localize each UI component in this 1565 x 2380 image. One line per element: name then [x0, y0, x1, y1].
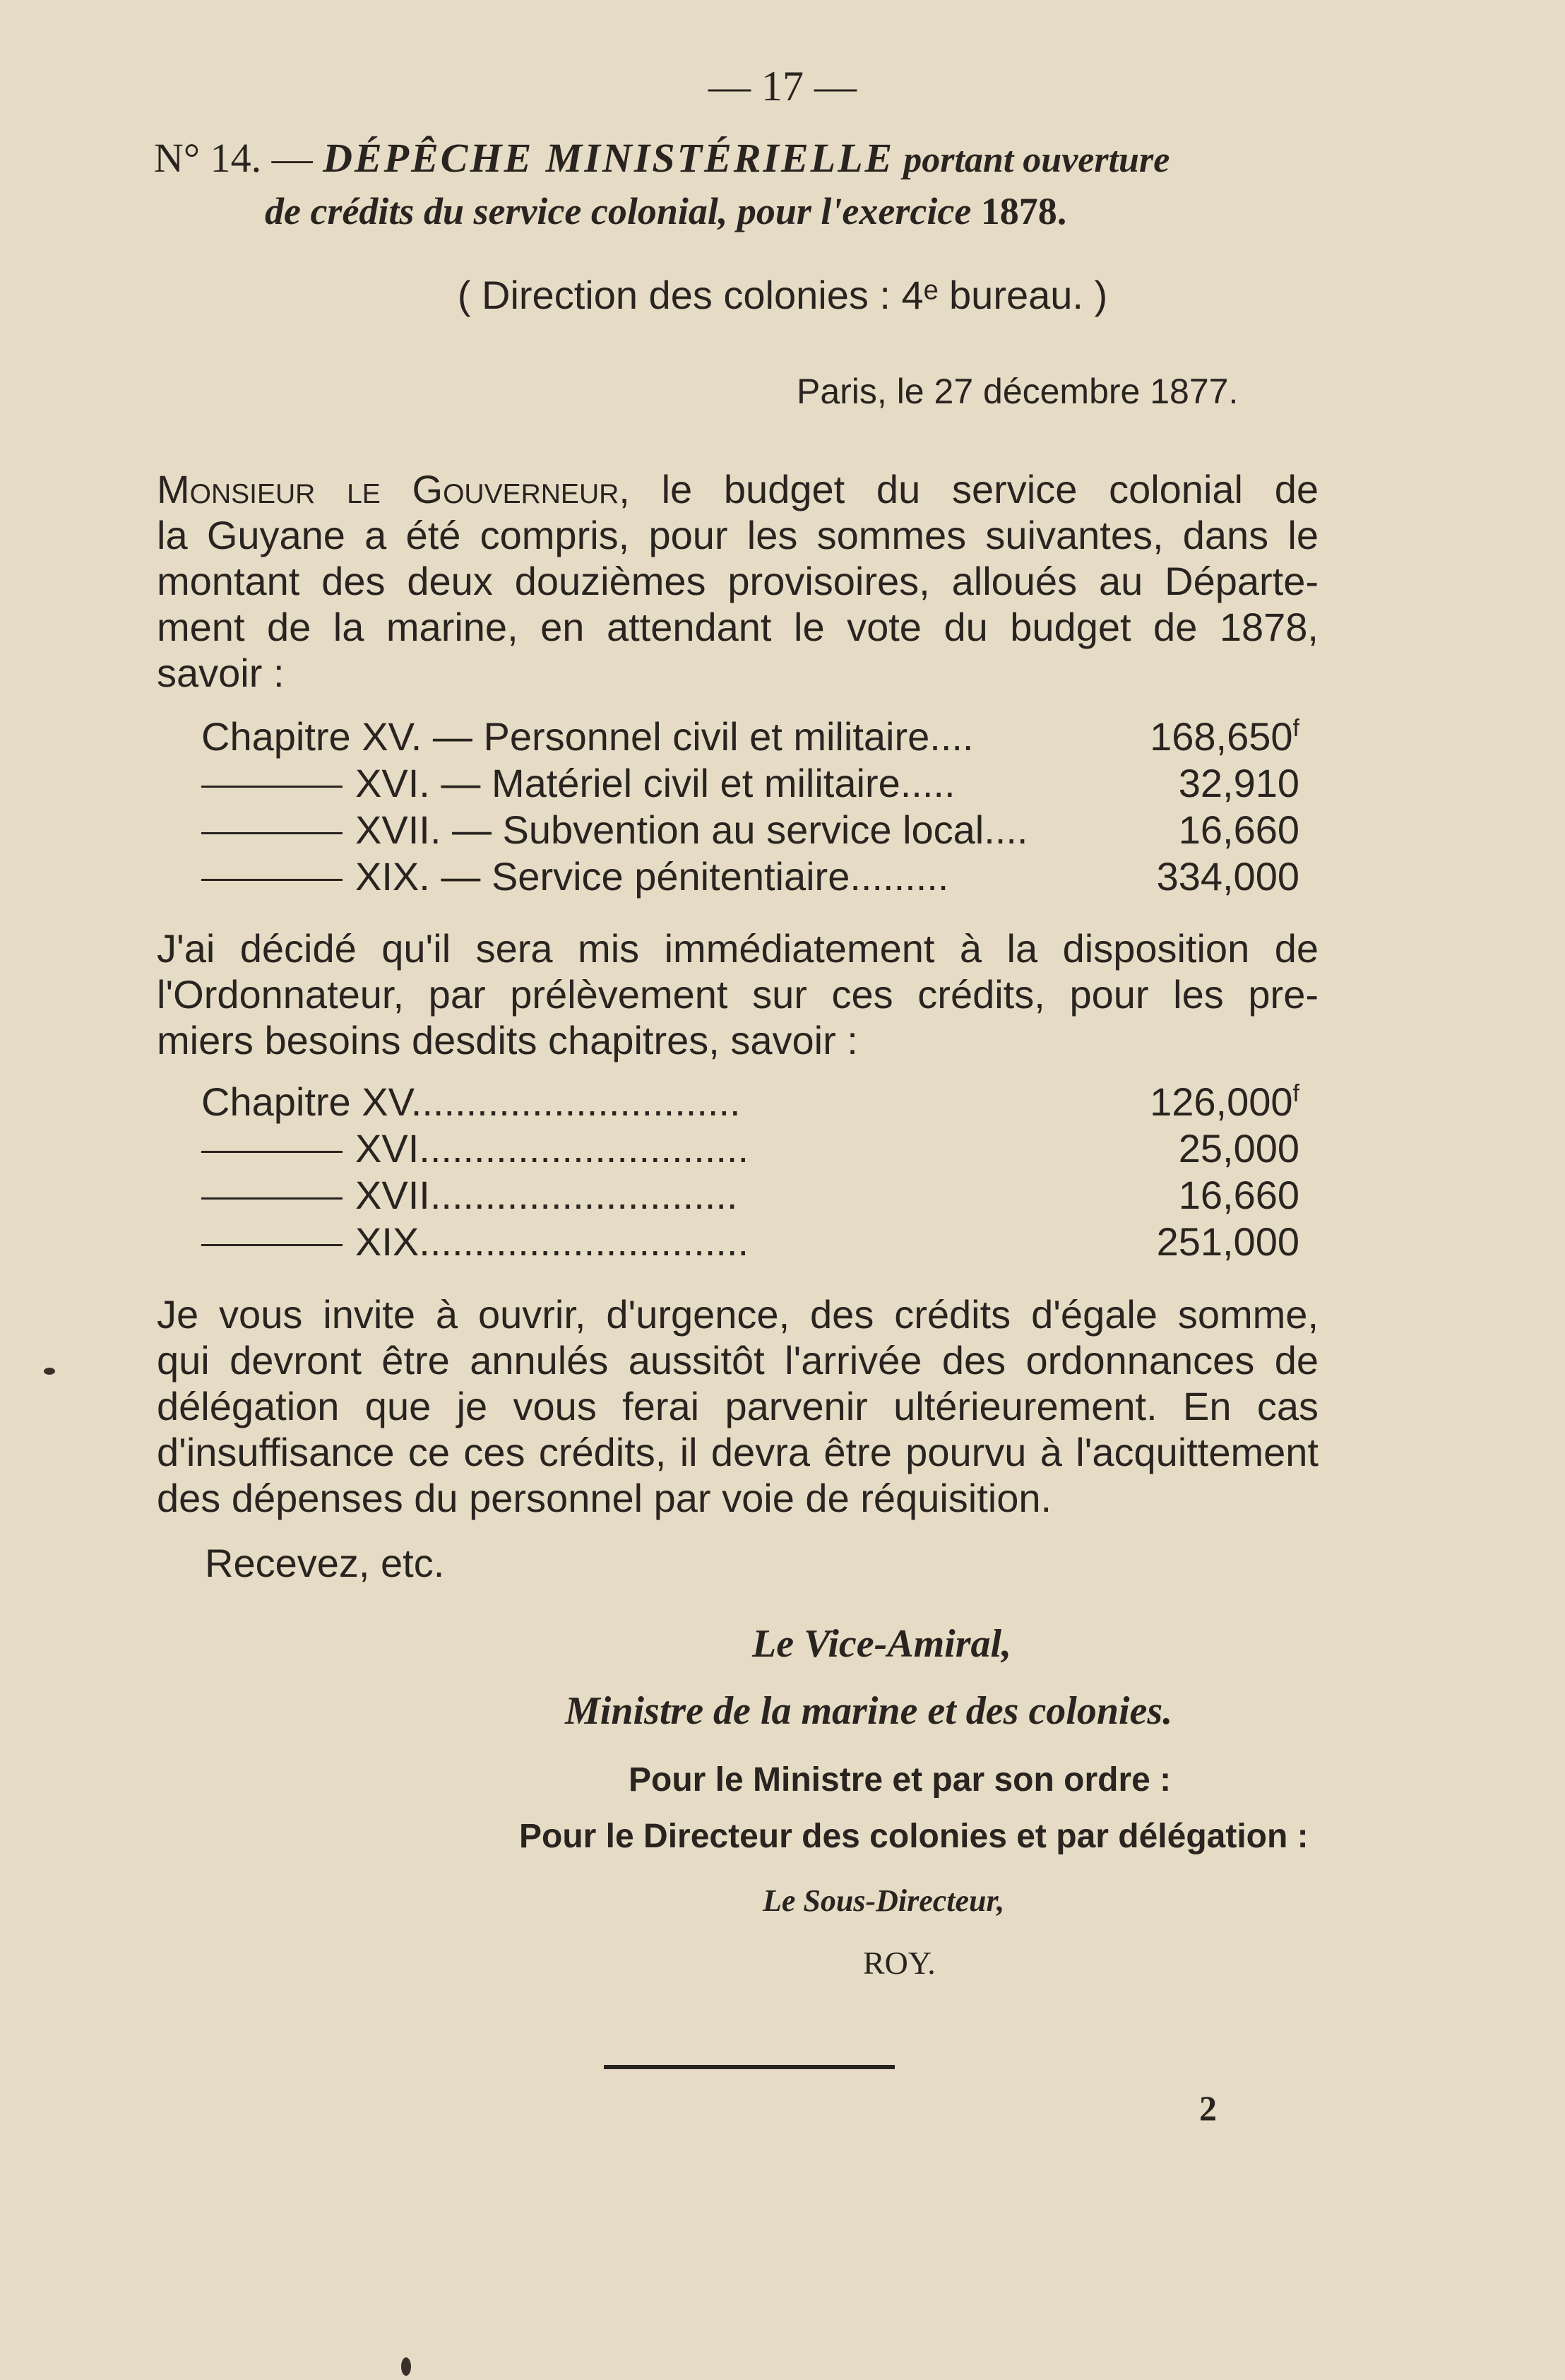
chapter-label: XVI. — [355, 761, 430, 805]
paragraph-line: délégation que je vous ferai parvenir ultérieurement. En cas — [157, 1384, 1319, 1428]
heading-line-2-text: de crédits du service colonial, pour l'exercice — [265, 190, 972, 232]
heading-year: 1878. — [971, 190, 1067, 232]
paragraph-line: savoir : — [157, 651, 285, 695]
heading-line-2 — [265, 189, 1066, 233]
heading-line-1 — [154, 134, 1170, 182]
ditto-dash — [201, 1197, 343, 1200]
page-number: — 17 — — [708, 63, 857, 109]
chapter-desc: — Personnel civil et militaire.... — [422, 714, 974, 759]
salutation: Monsieur le Gouverneur, — [157, 467, 630, 511]
heading-number: N° 14. — — [154, 135, 313, 181]
sheet-number: 2 — [1199, 2088, 1217, 2128]
paragraph-line: ment de la marine, en attendant le vote du budget de 1878, — [157, 605, 1319, 649]
table1-row — [201, 807, 1299, 853]
paragraph-1 — [157, 466, 1319, 696]
signature-name: ROY. — [863, 1945, 936, 1981]
chapter-desc: .............................. — [419, 1219, 749, 1264]
chapter-label: XIX. — [355, 854, 430, 899]
ditto-dash — [201, 832, 343, 834]
chapter-desc: .............................. — [410, 1079, 741, 1124]
amount: 334,000 — [1156, 854, 1299, 899]
amount-unit: f — [1292, 715, 1299, 742]
amount: 32,910 — [1178, 761, 1299, 805]
chapter-desc: ............................ — [429, 1173, 738, 1217]
amount: 16,660 — [1178, 807, 1299, 852]
ditto-dash — [201, 1244, 343, 1246]
table1-row — [201, 760, 1299, 807]
signature-delegation: Pour le Directeur des colonies et par délégation : — [519, 1818, 1309, 1855]
ditto-dash — [201, 786, 343, 788]
chapter-label: XVII. — [355, 807, 441, 852]
paragraph-3 — [157, 1291, 1319, 1521]
chapter-label: XIX — [355, 1219, 419, 1264]
amount: 25,000 — [1178, 1126, 1299, 1171]
paragraph-line: qui devront être annulés aussitôt l'arrivée des ordonnances de — [157, 1338, 1319, 1383]
table2-row — [201, 1172, 1299, 1219]
ditto-dash — [201, 1151, 343, 1153]
chapter-desc: — Service pénitentiaire......... — [429, 854, 949, 899]
signature-order: Pour le Ministre et par son ordre : — [629, 1761, 1172, 1799]
chapter-label: XVII — [355, 1173, 430, 1217]
chapter-label: XVI — [355, 1126, 419, 1171]
paragraph-line: Je vous invite à ouvrir, d'urgence, des crédits d'égale somme, — [157, 1292, 1319, 1337]
closing-rule — [604, 2065, 895, 2069]
chapter-desc: — Matériel civil et militaire..... — [429, 761, 956, 805]
amount: 126,000 — [1150, 1079, 1293, 1124]
paragraph-2 — [157, 925, 1319, 1063]
amount: 168,650 — [1150, 714, 1293, 759]
paragraph-line: J'ai décidé qu'il sera mis immédiatement à la disposition de — [157, 926, 1319, 971]
chapter-desc: — Subvention au service local.... — [441, 807, 1028, 852]
paragraph-line: d'insuffisance ce ces crédits, il devra être pourvu à l'acquittement — [157, 1430, 1319, 1474]
ditto-dash — [201, 879, 343, 881]
table2-row — [201, 1219, 1299, 1265]
paragraph-line: des dépenses du personnel par voie de réquisition. — [157, 1476, 1052, 1520]
paragraph-line: Monsieur le Gouverneur, le budget du service colonial de — [157, 467, 1319, 511]
signature-title: Le Vice-Amiral, — [752, 1622, 1012, 1666]
paper-speck — [401, 2357, 411, 2376]
table1-row — [201, 714, 1299, 760]
signature-ministry: Ministre de la marine et des colonies. — [565, 1689, 1173, 1733]
table2-row — [201, 1125, 1299, 1172]
paragraph-line: montant des deux douzièmes provisoires, alloués au Départe- — [157, 559, 1319, 603]
amount: 251,000 — [1156, 1219, 1299, 1264]
amount: 16,660 — [1178, 1173, 1299, 1217]
chapter-label: Chapitre XV. — [201, 714, 422, 759]
amount-unit: f — [1292, 1080, 1299, 1107]
paper-speck — [44, 1368, 55, 1375]
table2-row — [201, 1079, 1299, 1125]
signature-subdirector: Le Sous-Directeur, — [763, 1883, 1005, 1918]
chapter-label: Chapitre XV — [201, 1079, 411, 1124]
paragraph-line: la Guyane a été compris, pour les sommes suivantes, dans le — [157, 513, 1319, 557]
paragraph-line: miers besoins desdits chapitres, savoir : — [157, 1018, 858, 1062]
paragraph-line: l'Ordonnateur, par prélèvement sur ces crédits, pour les pre- — [157, 972, 1319, 1017]
heading-title: DÉPÊCHE MINISTÉRIELLE — [323, 135, 895, 181]
table1-row — [201, 853, 1299, 900]
dateline: Paris, le 27 décembre 1877. — [797, 372, 1239, 411]
closing-formula: Recevez, etc. — [205, 1541, 445, 1585]
heading-title-rest: portant ouverture — [894, 140, 1170, 180]
direction-line: ( Direction des colonies : 4ᵉ bureau. ) — [457, 273, 1108, 317]
chapter-desc: .............................. — [419, 1126, 749, 1171]
